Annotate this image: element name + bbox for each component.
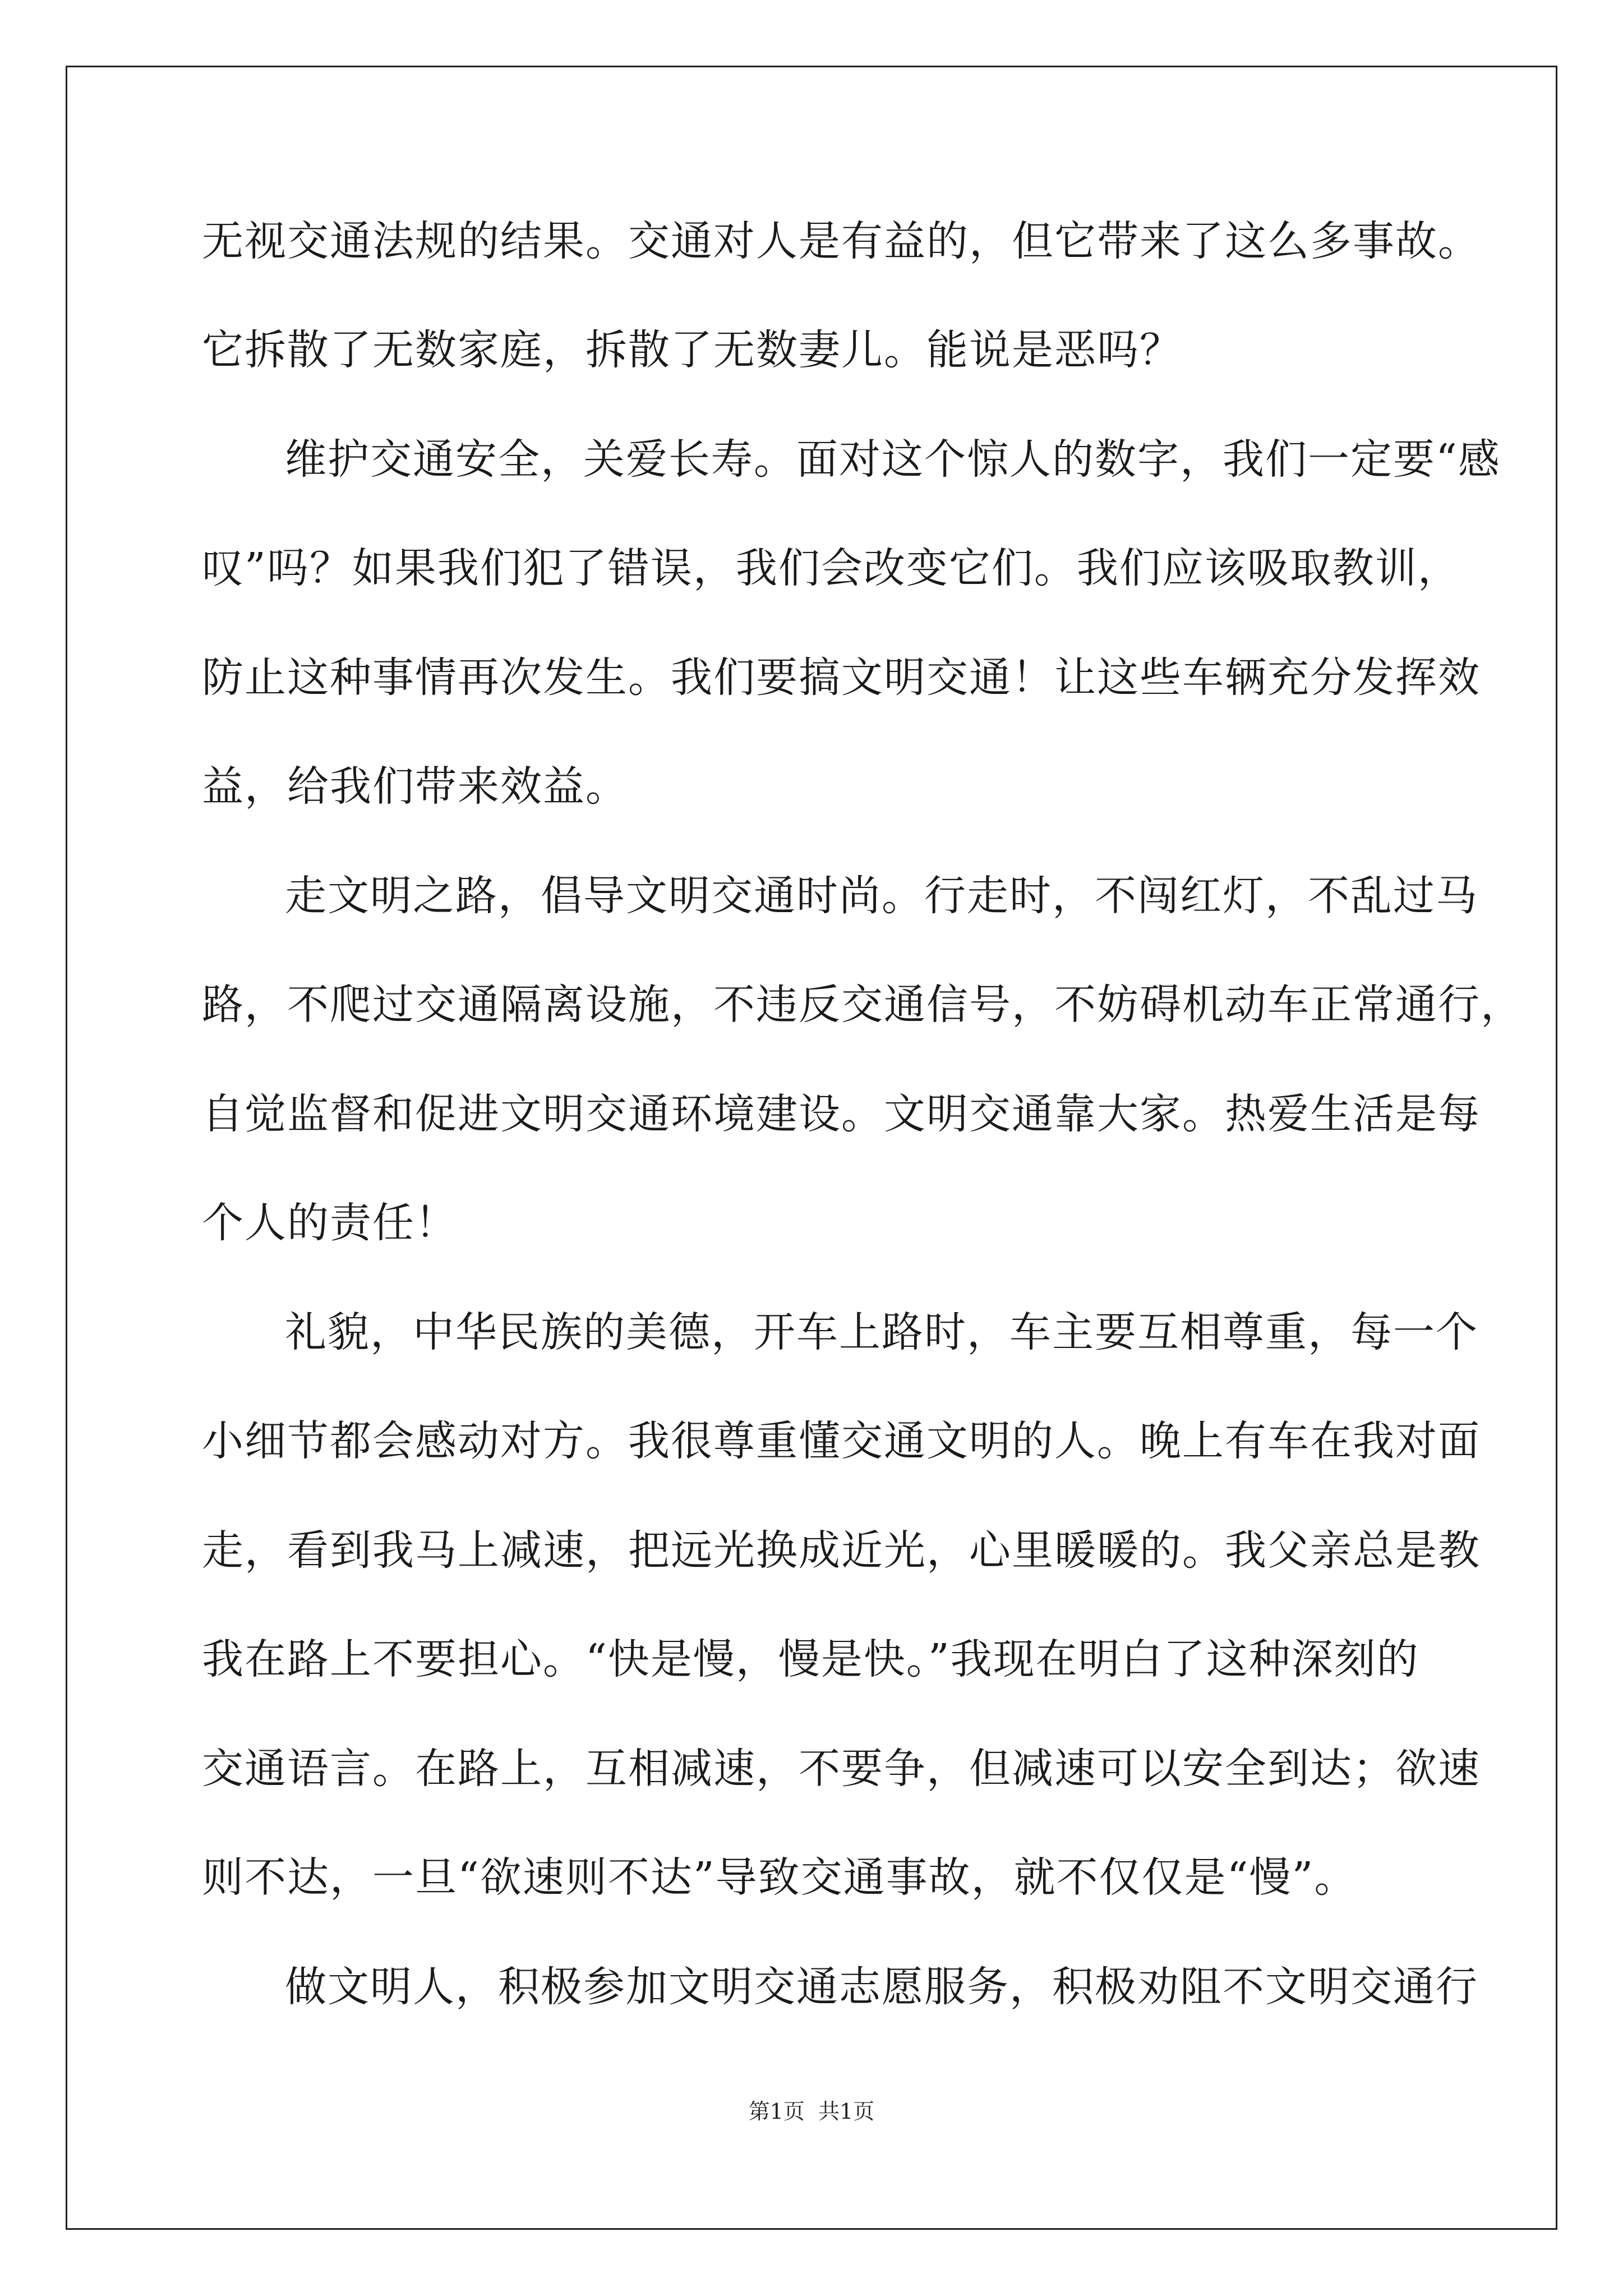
page-number-footer: 第1页 共1页 <box>748 2099 875 2124</box>
text-line: 自觉监督和促进文明交通环境建设。文明交通靠大家。热爱生活是每 <box>202 1090 1481 1138</box>
paragraph-start-line: 做文明人，积极参加文明交通志愿服务，积极劝阻不文明交通行 <box>285 1963 1478 2011</box>
text-line: 防止这种事情再次发生。我们要搞文明交通！让这些车辆充分发挥效 <box>202 654 1481 702</box>
text-line: 则不达，一旦“欲速则不达”导致交通事故，就不仅仅是“慢”。 <box>202 1853 1357 1902</box>
text-line: 交通语言。在路上，互相减速，不要争，但减速可以安全到达；欲速 <box>202 1745 1481 1793</box>
text-line: 路，不爬过交通隔离设施，不违反交通信号，不妨碍机动车正常通行， <box>202 981 1523 1029</box>
text-line: 叹”吗？如果我们犯了错误，我们会改变它们。我们应该吸取教训， <box>202 544 1460 592</box>
text-line: 个人的责任！ <box>202 1199 458 1247</box>
paragraph-start-line: 走文明之路，倡导文明交通时尚。行走时，不闯红灯，不乱过马 <box>285 872 1478 920</box>
text-line: 走，看到我马上减速，把远光换成近光，心里暖暖的。我父亲总是教 <box>202 1526 1481 1575</box>
paragraph-start-line: 礼貌，中华民族的美德，开车上路时，车主要互相尊重，每一个 <box>285 1308 1478 1356</box>
text-line: 益，给我们带来效益。 <box>202 762 628 811</box>
text-line: 小细节都会感动对方。我很尊重懂交通文明的人。晚上有车在我对面 <box>202 1417 1481 1465</box>
paragraph-start-line: 维护交通安全，关爱长寿。面对这个惊人的数字，我们一定要“感 <box>285 435 1501 484</box>
text-line: 它拆散了无数家庭，拆散了无数妻儿。能说是恶吗？ <box>202 326 1182 374</box>
text-line: 无视交通法规的结果。交通对人是有益的，但它带来了这么多事故。 <box>202 217 1481 265</box>
text-line: 我在路上不要担心。“快是慢，慢是快。”我现在明白了这种深刻的 <box>202 1635 1419 1683</box>
